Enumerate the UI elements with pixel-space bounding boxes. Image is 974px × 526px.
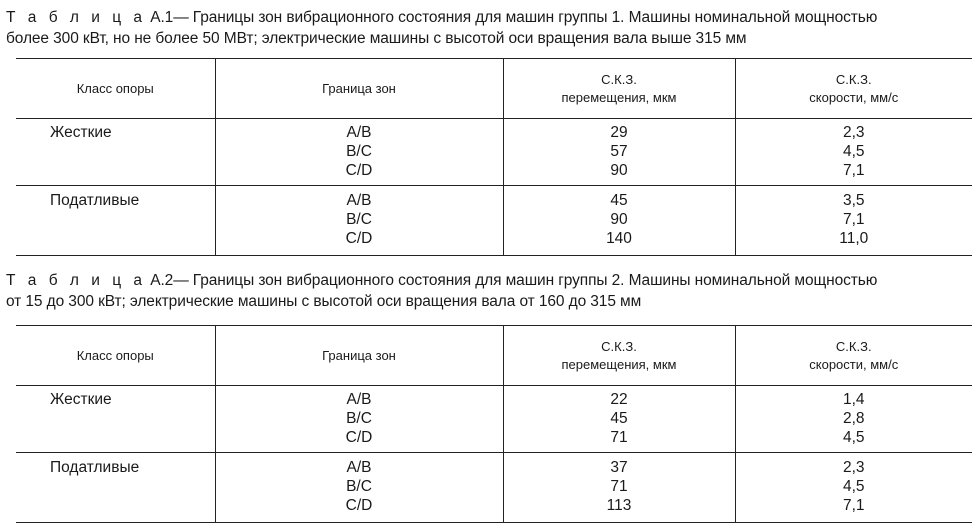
header-velocity — [735, 59, 972, 119]
support-class-cell: Жесткие — [50, 124, 112, 141]
table-a1-header-row — [16, 59, 972, 119]
velocity-value: 1,4 — [842, 391, 865, 408]
displacement-value: 71 — [610, 429, 628, 446]
table-a1 — [16, 58, 972, 256]
header-displacement-line2: перемещения, мкм — [561, 89, 677, 105]
table-a1-caption-line1 — [6, 7, 972, 28]
zone-value: B/C — [346, 478, 372, 495]
header-zone-boundary: Граница зон — [215, 59, 503, 119]
header-support-class: Класс опоры — [16, 59, 215, 119]
table-row — [16, 386, 972, 453]
zone-value: B/C — [346, 211, 372, 228]
header-displacement — [503, 59, 735, 119]
displacement-value: 71 — [610, 478, 628, 495]
velocity-value: 7,1 — [842, 497, 865, 514]
table-a1-caption-title: — Границы зон вибрационного состояния для машин группы 1. Машины номинальной мощностью — [173, 9, 878, 26]
table-a2-header-row — [16, 326, 972, 386]
displacement-value: 22 — [610, 391, 628, 408]
zone-value: A/B — [346, 124, 372, 141]
displacement-value: 57 — [610, 143, 628, 160]
velocity-cell — [735, 119, 972, 186]
table-a2-caption-line2: от 15 до 300 кВт; электрические машины с высотой оси вращения вала от 160 до 315 мм — [6, 293, 642, 310]
velocity-value: 2,3 — [842, 459, 865, 476]
velocity-value: 2,8 — [842, 410, 865, 427]
zone-value: C/D — [345, 429, 373, 446]
header-velocity-line2: скорости, мм/с — [809, 89, 899, 105]
zone-value: C/D — [345, 497, 373, 514]
displacement-cell — [503, 386, 735, 453]
table-a1-caption-line2: более 300 кВт, но не более 50 МВт; электрические машины с высотой оси вращения вала выше 315 мм — [6, 30, 747, 47]
table-a2-caption-number: А.2 — [150, 272, 174, 289]
velocity-cell — [735, 386, 972, 453]
displacement-value: 113 — [606, 497, 632, 514]
support-class-cell: Податливые — [16, 453, 215, 523]
velocity-value: 4,5 — [842, 143, 865, 160]
table-row — [16, 186, 972, 256]
table-a2-caption-prefix: Т а б л и ц а — [6, 272, 147, 289]
table-a2-caption — [6, 270, 972, 312]
header-displacement-line1: С.К.З. — [601, 71, 637, 87]
zone-cell — [215, 186, 503, 256]
zone-cell — [215, 386, 503, 453]
velocity-value: 11,0 — [839, 230, 869, 247]
zone-value: A/B — [346, 192, 372, 209]
header-displacement — [503, 326, 735, 386]
displacement-cell — [503, 453, 735, 523]
table-a2-caption-line1 — [6, 270, 972, 291]
table-row — [16, 453, 972, 523]
displacement-value: 45 — [610, 192, 628, 209]
header-support-class: Класс опоры — [16, 326, 215, 386]
displacement-value: 37 — [610, 459, 628, 476]
zone-value: C/D — [345, 162, 373, 179]
displacement-value: 90 — [610, 162, 628, 179]
zone-cell — [215, 453, 503, 523]
zone-value: A/B — [346, 391, 372, 408]
table-a2-caption-title: — Границы зон вибрационного состояния для машин группы 2. Машины номинальной мощностью — [173, 272, 878, 289]
velocity-value: 7,1 — [842, 211, 865, 228]
velocity-value: 4,5 — [842, 478, 865, 495]
displacement-cell — [503, 119, 735, 186]
displacement-value: 29 — [610, 124, 628, 141]
table-a1-caption-prefix: Т а б л и ц а — [6, 9, 147, 26]
header-velocity-line1: С.К.З. — [835, 338, 872, 354]
zone-value: C/D — [345, 230, 373, 247]
displacement-cell — [503, 186, 735, 256]
header-displacement-line2: перемещения, мкм — [561, 356, 677, 372]
header-velocity-line2: скорости, мм/с — [809, 356, 899, 372]
zone-value: A/B — [346, 459, 372, 476]
velocity-value: 7,1 — [842, 162, 865, 179]
support-class-cell: Жесткие — [50, 391, 112, 408]
displacement-value: 90 — [610, 211, 628, 228]
zone-value: B/C — [346, 143, 372, 160]
table-a1-caption-number: А.1 — [150, 9, 174, 26]
zone-cell — [215, 119, 503, 186]
zone-value: B/C — [346, 410, 372, 427]
support-class-cell: Податливые — [16, 186, 215, 256]
velocity-value: 2,3 — [842, 124, 865, 141]
table-row — [16, 119, 972, 186]
table-a1-caption — [6, 7, 972, 49]
velocity-value: 3,5 — [842, 192, 865, 209]
velocity-cell — [735, 453, 972, 523]
displacement-value: 45 — [610, 410, 628, 427]
table-a2 — [16, 325, 972, 523]
header-velocity — [735, 326, 972, 386]
velocity-value: 4,5 — [842, 429, 865, 446]
displacement-value: 140 — [606, 230, 632, 247]
header-zone-boundary: Граница зон — [215, 326, 503, 386]
header-displacement-line1: С.К.З. — [601, 338, 637, 354]
header-velocity-line1: С.К.З. — [835, 71, 872, 87]
velocity-cell — [735, 186, 972, 256]
